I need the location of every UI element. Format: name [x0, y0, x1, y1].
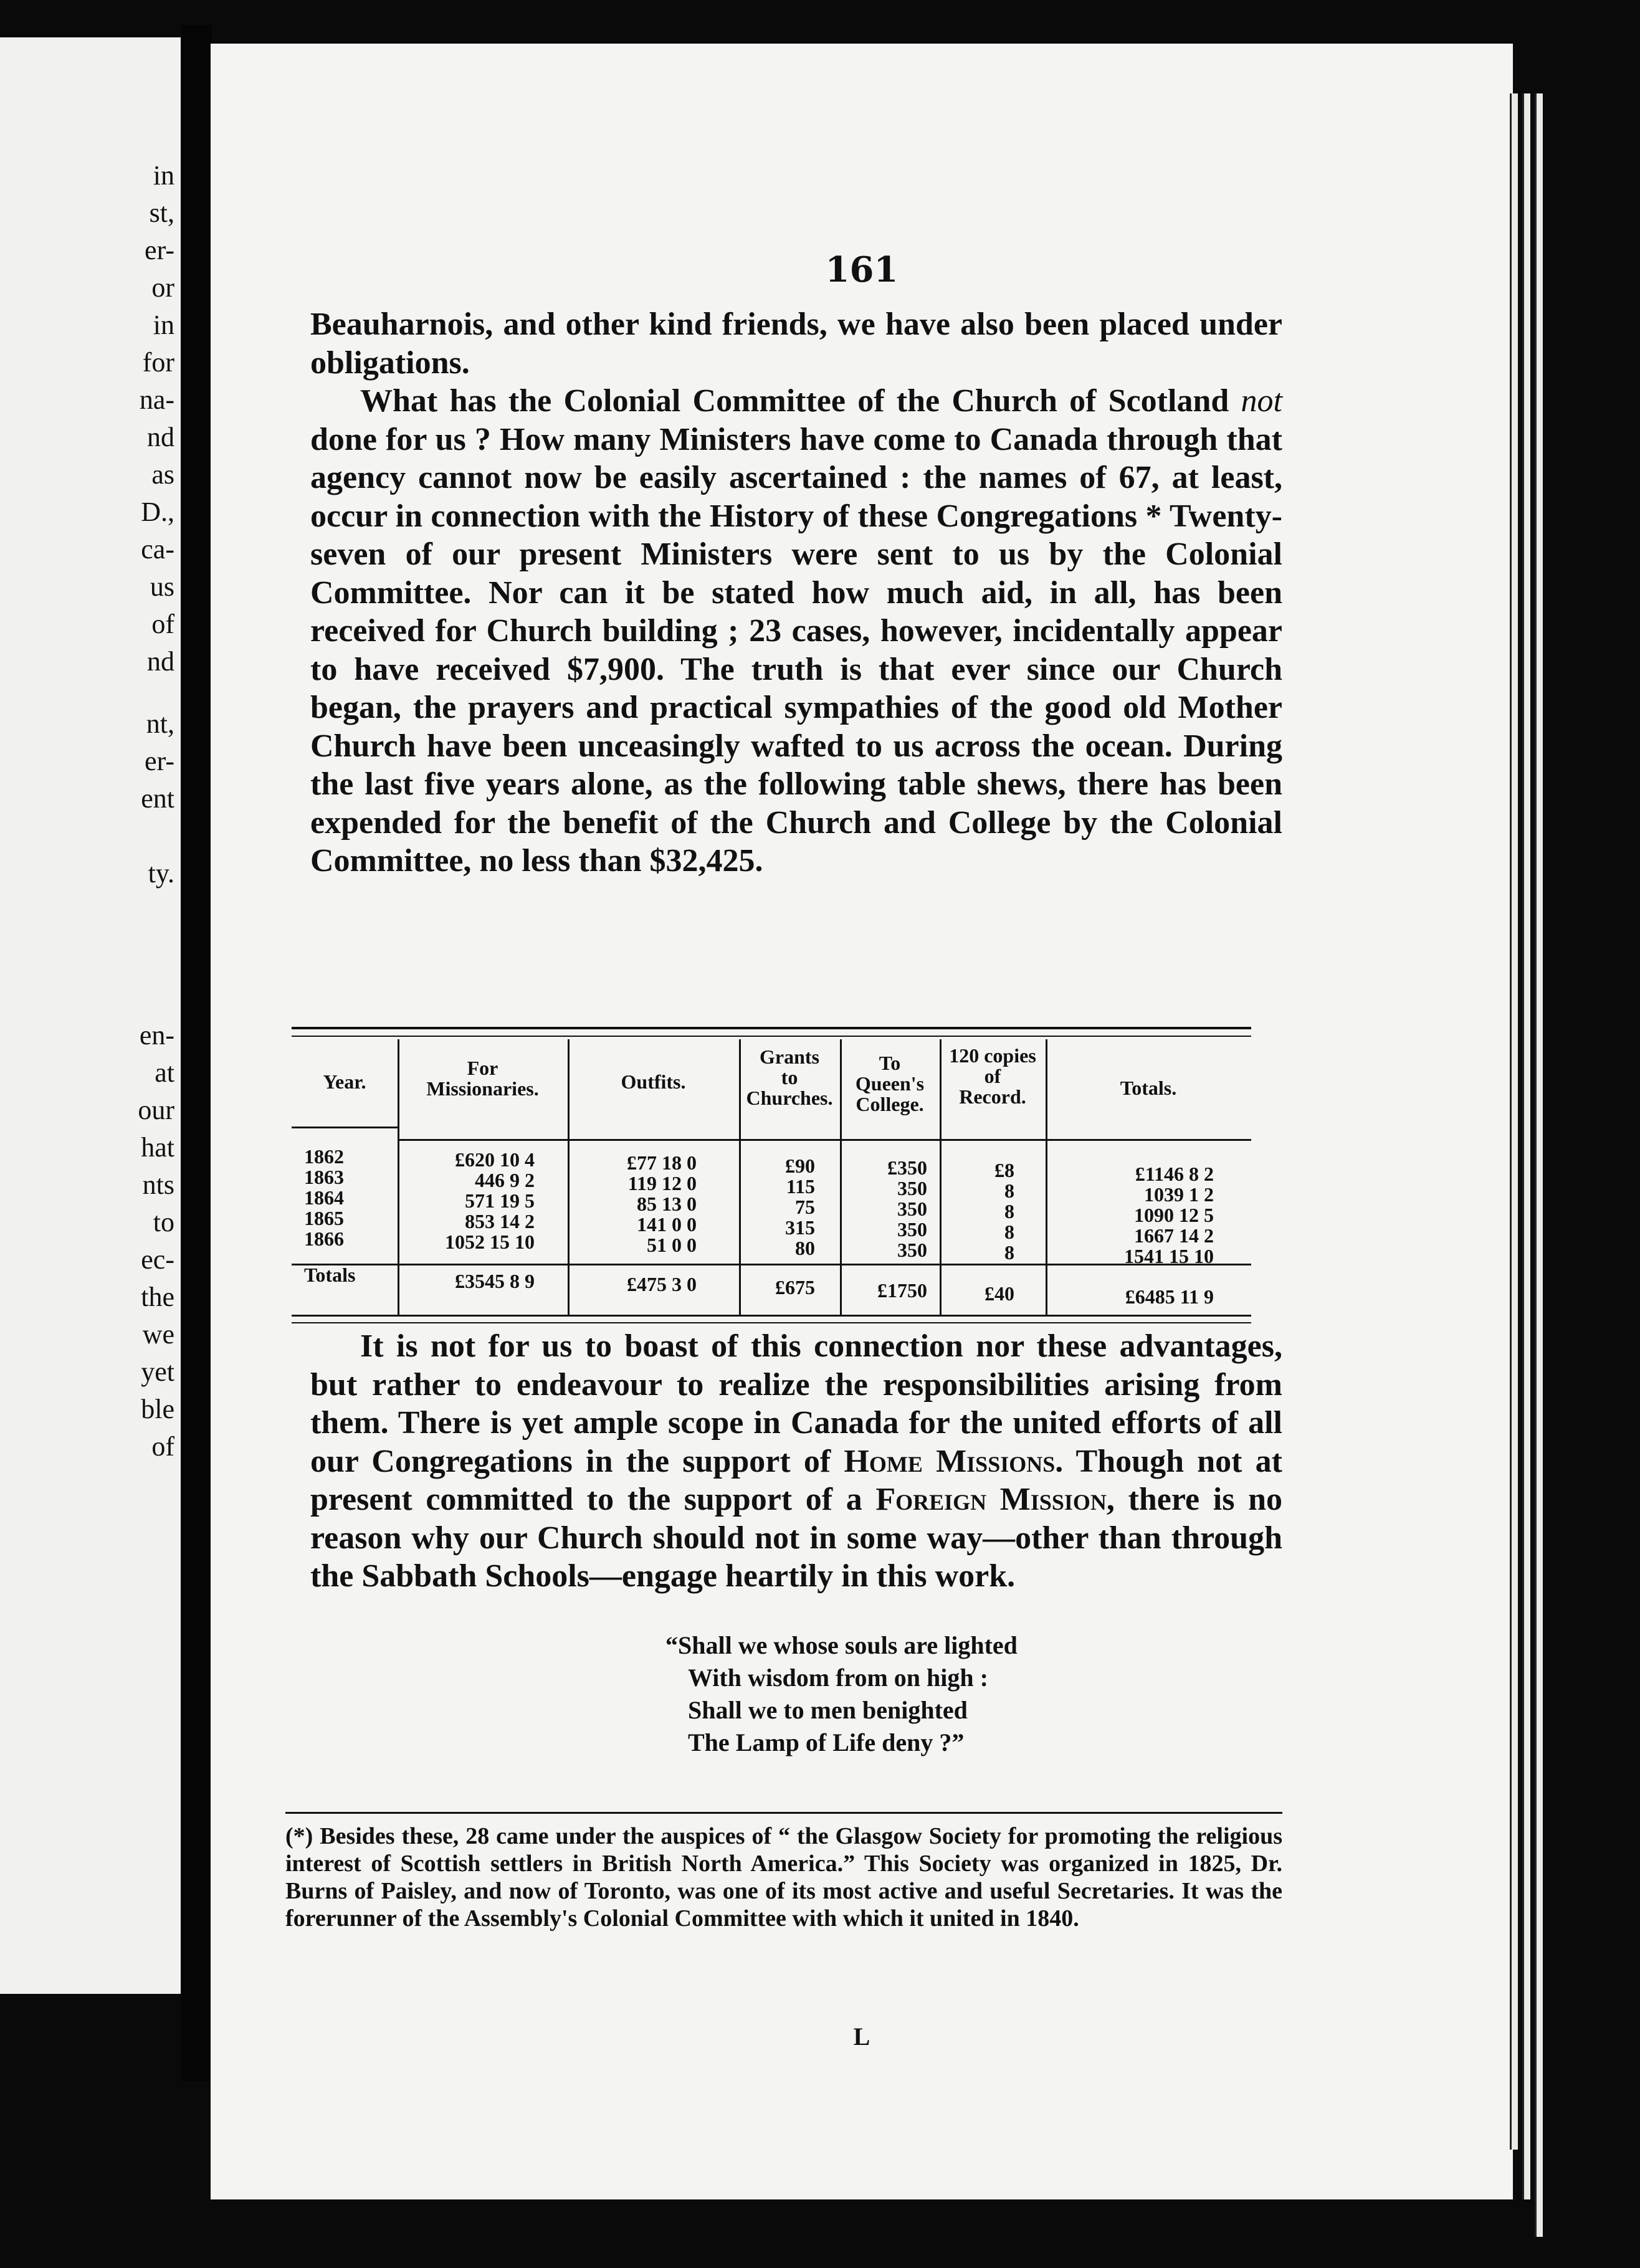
header-record: 120 copies of Record. [949, 1044, 1036, 1108]
table-cell-record: 8 [1004, 1200, 1014, 1222]
header-grants: Grants to Churches. [746, 1046, 833, 1109]
header-rule [292, 1127, 398, 1128]
poem-line: With wisdom from on high : [688, 1664, 988, 1692]
header-missionaries: For Missionaries. [426, 1057, 539, 1100]
table-cell-queens: 350 [897, 1198, 927, 1220]
totals-label: Totals [304, 1264, 356, 1286]
table-bottom-rule-2 [292, 1322, 1251, 1323]
facing-page-fragment: as [151, 459, 174, 490]
table-cell-queens: 350 [897, 1218, 927, 1241]
table-cell-missionaries: 446 9 2 [475, 1169, 535, 1191]
facing-page-fragment: of [151, 609, 174, 639]
header-outfits: Outfits. [621, 1070, 686, 1093]
facing-page-fragment: na- [139, 384, 174, 415]
foreign-mission: Foreign Mission [875, 1482, 1107, 1517]
table-cell-record: 8 [1004, 1241, 1014, 1264]
table-cell-missionaries: 571 19 5 [465, 1189, 535, 1212]
facing-page-fragment: ec- [141, 1244, 174, 1275]
page-number: 161 [825, 249, 899, 290]
expenditure-table [292, 1028, 1251, 1327]
facing-page-fragment: er- [145, 235, 174, 265]
table-cell-totals: 1667 14 2 [1134, 1224, 1214, 1247]
page-edge-3 [1535, 93, 1543, 2237]
poem-line: “Shall we whose souls are lighted [665, 1631, 1018, 1659]
poem-line: The Lamp of Life deny ?” [688, 1728, 965, 1756]
facing-page-fragment: to [153, 1207, 174, 1237]
signature-mark: L [853, 2023, 870, 2051]
table-cell-years: 1862 [304, 1145, 344, 1168]
paragraph-3: It is not for us to boast of this connection nor these advantages, but rather to endeavour to realize the responsibilities arising from them. There is yet ample scope in Canada for the united efforts of all our Congregations in the support of Home Missions. Though not at present committed to the support of a Foreign Mission, there is no reason why our Church should not in some way—other than through the Sabbath Schools—engage heartily in this work. [310, 1328, 1282, 1594]
facing-page-fragment: nts [142, 1170, 174, 1200]
emphasis-not: not [1241, 383, 1282, 419]
paragraph-1: Beauharnois, and other kind friends, we have also been placed under obligations. [310, 307, 1282, 381]
facing-page-fragment: in [153, 160, 174, 191]
facing-page-fragment: we [142, 1319, 174, 1350]
table-cell-missionaries: 853 14 2 [465, 1210, 535, 1232]
facing-page-fragment: or [151, 272, 174, 303]
table-cell-outfits: 51 0 0 [647, 1234, 697, 1256]
header-queens: To Queen's College. [855, 1052, 925, 1115]
totals-rule [292, 1264, 1251, 1265]
book-page [211, 44, 1513, 2199]
table-bottom-rule [292, 1315, 1251, 1317]
header-year: Year. [323, 1070, 366, 1093]
facing-page-fragment: ble [141, 1394, 174, 1424]
table-cell-missionaries: 1052 15 10 [445, 1231, 535, 1253]
table-cell-years: 1866 [304, 1227, 344, 1250]
header-rule [940, 1139, 1046, 1141]
facing-page-fragment: the [141, 1282, 174, 1312]
table-cell-record: £8 [994, 1159, 1014, 1181]
facing-page-fragment: ty. [148, 858, 174, 889]
facing-page-fragment: D., [141, 497, 174, 527]
table-cell-grants: £90 [785, 1155, 815, 1177]
body-text [310, 305, 1282, 880]
facing-page-fragment: er- [145, 746, 174, 776]
table-cell-years: 1865 [304, 1207, 344, 1229]
paragraph-2: What has the Colonial Committee of the Church of Scotland not done for us ? How many Ministers have come to Canada through that agency cannot now be easily ascertained : the names of 67, at least, occur in connection with the History of these Congregations * Twenty-seven of our present Ministers were sent to us by the Colonial Committee. Nor can it be stated how much aid, in all, has been received for Church building ; 23 cases, however, incidentally appear to have received $7,900. The truth is that ever since our Church began, the prayers and practical sympathies of the good old Mother Church have been unceasingly wafted to us across the ocean. During the last five years alone, as the following table shews, there has been expended for the benefit of the Church and College by the Colonial Committee, no less than $32,425. [310, 383, 1282, 879]
facing-page-fragment: ent [141, 783, 174, 814]
footnote-rule [285, 1812, 1282, 1814]
facing-page-fragment: ca- [141, 534, 174, 565]
facing-page-fragment: of [151, 1431, 174, 1462]
facing-page-fragment: hat [141, 1132, 174, 1163]
home-missions: Home Missions [844, 1443, 1056, 1479]
book-gutter [181, 25, 212, 2081]
header-rule [398, 1139, 568, 1141]
table-cell-years: 1863 [304, 1166, 344, 1188]
page-edge-1 [1510, 93, 1518, 2150]
facing-page-fragment: us [150, 571, 174, 602]
header-rule [1046, 1139, 1251, 1141]
table-cell-grants: 115 [786, 1175, 815, 1198]
header-rule [840, 1139, 940, 1141]
poem-line: Shall we to men benighted [688, 1696, 968, 1724]
facing-page-fragment: at [155, 1057, 174, 1088]
table-cell-grants: 80 [795, 1237, 815, 1259]
facing-page-edge [0, 37, 187, 1994]
table-cell-missionaries: £620 10 4 [455, 1148, 535, 1171]
table-cell-queens: 350 [897, 1177, 927, 1199]
table-cell-totals: 1541 15 10 [1124, 1245, 1214, 1267]
sum-queens: £1750 [877, 1279, 927, 1302]
sum-missionaries: £3545 8 9 [455, 1270, 535, 1292]
table-cell-queens: 350 [897, 1239, 927, 1261]
facing-page-fragment: our [138, 1095, 174, 1125]
facing-page-fragment: st, [149, 198, 174, 228]
header-rule [568, 1139, 739, 1141]
sum-grants: £675 [775, 1276, 815, 1298]
table-cell-totals: 1039 1 2 [1144, 1183, 1214, 1206]
closing-text [310, 1327, 1282, 1596]
poem [665, 1629, 1018, 1759]
table-cell-outfits: £77 18 0 [627, 1151, 697, 1174]
table-cell-outfits: 119 12 0 [627, 1172, 697, 1194]
table-cell-outfits: 141 0 0 [637, 1213, 697, 1236]
table-cell-record: 8 [1004, 1221, 1014, 1243]
table-cell-grants: 315 [785, 1216, 815, 1239]
facing-page-fragment: in [153, 310, 174, 340]
facing-page-fragment: nd [147, 422, 174, 452]
table-cell-grants: 75 [795, 1196, 815, 1218]
header-rule [739, 1139, 840, 1141]
facing-page-fragment: for [142, 347, 174, 378]
header-totals: Totals. [1120, 1077, 1177, 1099]
page-edge-2 [1522, 93, 1530, 2199]
facing-page-fragment: nd [147, 646, 174, 677]
sum-totals: £6485 11 9 [1125, 1285, 1214, 1308]
facing-page-fragment: en- [139, 1020, 174, 1051]
table-cell-outfits: 85 13 0 [637, 1193, 697, 1215]
sum-record: £40 [984, 1282, 1014, 1305]
table-cell-record: 8 [1004, 1179, 1014, 1202]
table-cell-queens: £350 [887, 1156, 927, 1179]
facing-page-fragment: yet [141, 1356, 174, 1387]
table-cell-totals: £1146 8 2 [1135, 1163, 1214, 1185]
table-cell-totals: 1090 12 5 [1134, 1204, 1214, 1226]
table-cell-years: 1864 [304, 1186, 344, 1209]
footnote: (*) Besides these, 28 came under the auspices of “ the Glasgow Society for promoting the religious interest of Scottish settlers in British North America.” This Society was organized in 1825, Dr. Burns of Paisley, and now of Toronto, was one of its most active and useful Secretaries. It was the forerunner of the Assembly's Colonial Committee with which it united in 1840. [285, 1823, 1282, 1932]
sum-outfits: £475 3 0 [627, 1273, 697, 1295]
facing-page-fragment: nt, [146, 708, 174, 739]
